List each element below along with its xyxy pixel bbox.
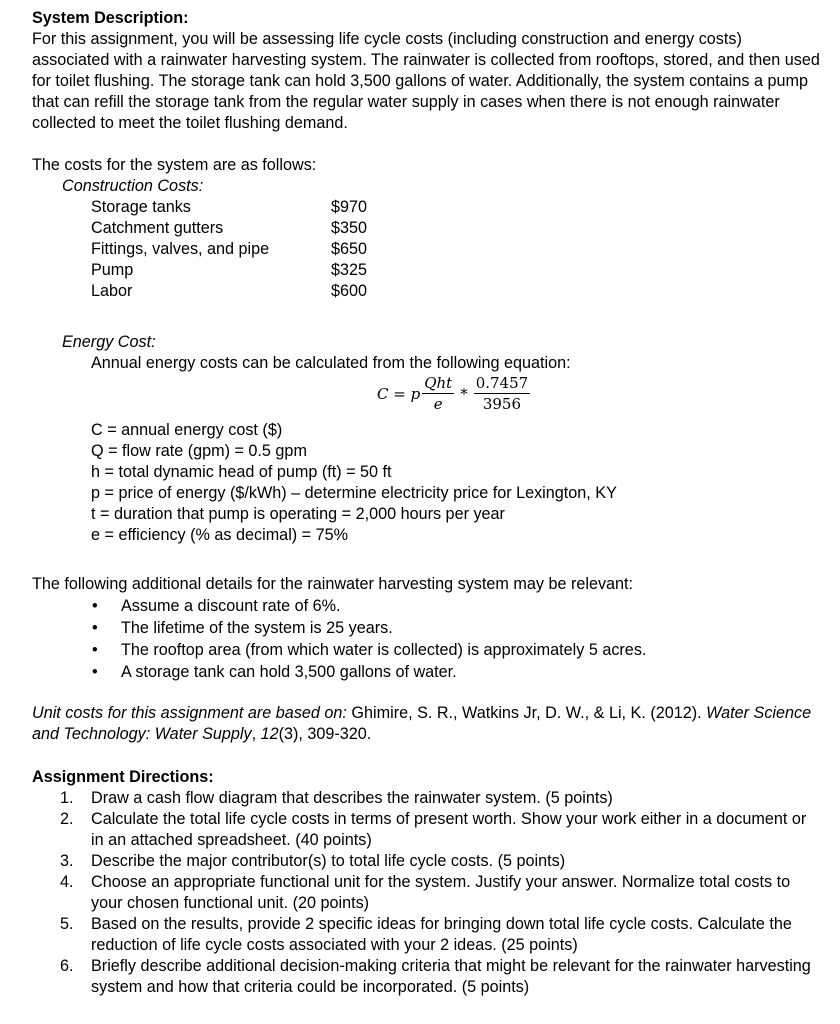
bullet-icon: • — [92, 597, 98, 615]
document-page — [32, 8, 822, 998]
list-item: • A storage tank can hold 3,500 gallons of water. — [92, 663, 457, 681]
energy-cost-intro: Annual energy costs can be calculated from the following equation: — [91, 354, 571, 372]
list-item: 3. Describe the major contributor(s) to total life cycle costs. (5 points) — [60, 852, 566, 870]
cost-item-value: $325 — [331, 261, 368, 279]
fraction-2-numerator: 0.7457 — [475, 374, 529, 392]
definition-line: C = annual energy cost ($) — [91, 421, 283, 439]
cost-item-value: $350 — [331, 219, 368, 237]
list-item: 2. Calculate the total life cycle costs in terms of present worth. Show your work either in a document or in an attached spreadsheet. (40 points) — [60, 810, 807, 849]
fraction-1-denominator: e — [433, 395, 443, 413]
directions-list — [32, 788, 822, 998]
cost-item-value: $970 — [331, 198, 368, 216]
cost-item-name: Storage tanks — [91, 198, 191, 216]
system-description-paragraph: For this assignment, you will be assessing life cycle costs (including construction and energy costs) associated with a rainwater harvesting system. The rainwater is collected from rooftops, stored, and then used for toilet flushing. The storage tank can hold 3,500 gallons of water. Additionally, the system contains a pump that can refill the storage tank from the regular water supply in cases when there is not enough rainwater collected to meet the toilet flushing demand. — [32, 30, 820, 132]
list-item: • The lifetime of the system is 25 years. — [92, 619, 393, 637]
fraction-1-numerator: Qht — [424, 374, 453, 392]
details-intro: The following additional details for the rainwater harvesting system may be relevant: — [32, 575, 634, 593]
definition-line: e = efficiency (% as decimal) = 75% — [91, 526, 349, 544]
construction-costs-label: Construction Costs: — [62, 177, 204, 195]
energy-equation — [32, 374, 822, 420]
cost-row — [91, 281, 367, 302]
cost-row — [91, 218, 367, 239]
reference-citation: Unit costs for this assignment are based on: Ghimire, S. R., Watkins Jr, D. W., & Li, K. (2012). Water Science and Technology: Water Supply, 12(3), 309-320. — [32, 704, 812, 743]
cost-row — [91, 239, 367, 260]
list-item: • The rooftop area (from which water is collected) is approximately 5 acres. — [92, 641, 647, 659]
equation-lhs: C = p — [377, 384, 421, 403]
bullet-icon: • — [92, 663, 98, 681]
equation-definitions — [91, 420, 822, 546]
costs-intro: The costs for the system are as follows: — [32, 156, 317, 174]
cost-item-name: Catchment gutters — [91, 219, 224, 237]
list-item: 1. Draw a cash flow diagram that describes the rainwater system. (5 points) — [60, 789, 613, 807]
energy-cost-label: Energy Cost: — [62, 333, 156, 351]
assignment-directions-heading: Assignment Directions: — [32, 768, 214, 786]
list-item: 6. Briefly describe additional decision-making criteria that might be relevant for the rainwater harvesting system and how that criteria could be incorporated. (5 points) — [60, 957, 811, 996]
system-description-heading: System Description: — [32, 9, 189, 27]
equation-fraction-2 — [474, 374, 531, 414]
cost-row — [91, 197, 367, 218]
cost-item-name: Labor — [91, 282, 133, 300]
definition-line: p = price of energy ($/kWh) – determine electricity price for Lexington, KY — [91, 484, 617, 502]
equation-times: * — [460, 384, 468, 403]
bullet-icon: • — [92, 641, 98, 659]
list-item: • Assume a discount rate of 6%. — [92, 597, 341, 615]
fraction-2-denominator: 3956 — [482, 395, 522, 413]
cost-item-name: Pump — [91, 261, 134, 279]
cost-item-name: Fittings, valves, and pipe — [91, 240, 270, 258]
cost-row — [91, 260, 367, 281]
cost-item-value: $600 — [331, 282, 368, 300]
cost-item-value: $650 — [331, 240, 368, 258]
equation-fraction-1 — [422, 374, 454, 414]
details-list — [32, 595, 822, 683]
list-item: 4. Choose an appropriate functional unit for the system. Justify your answer. Normalize total costs to your chosen functional unit. (20 points) — [60, 873, 791, 912]
construction-costs-table — [91, 197, 367, 302]
definition-line: t = duration that pump is operating = 2,000 hours per year — [91, 505, 505, 523]
definition-line: h = total dynamic head of pump (ft) = 50 ft — [91, 463, 392, 481]
list-item: 5. Based on the results, provide 2 specific ideas for bringing down total life cycle costs. Calculate the reduction of life cycle costs associated with your 2 ideas. (25 points) — [60, 915, 792, 954]
definition-line: Q = flow rate (gpm) = 0.5 gpm — [91, 442, 307, 460]
bullet-icon: • — [92, 619, 98, 637]
